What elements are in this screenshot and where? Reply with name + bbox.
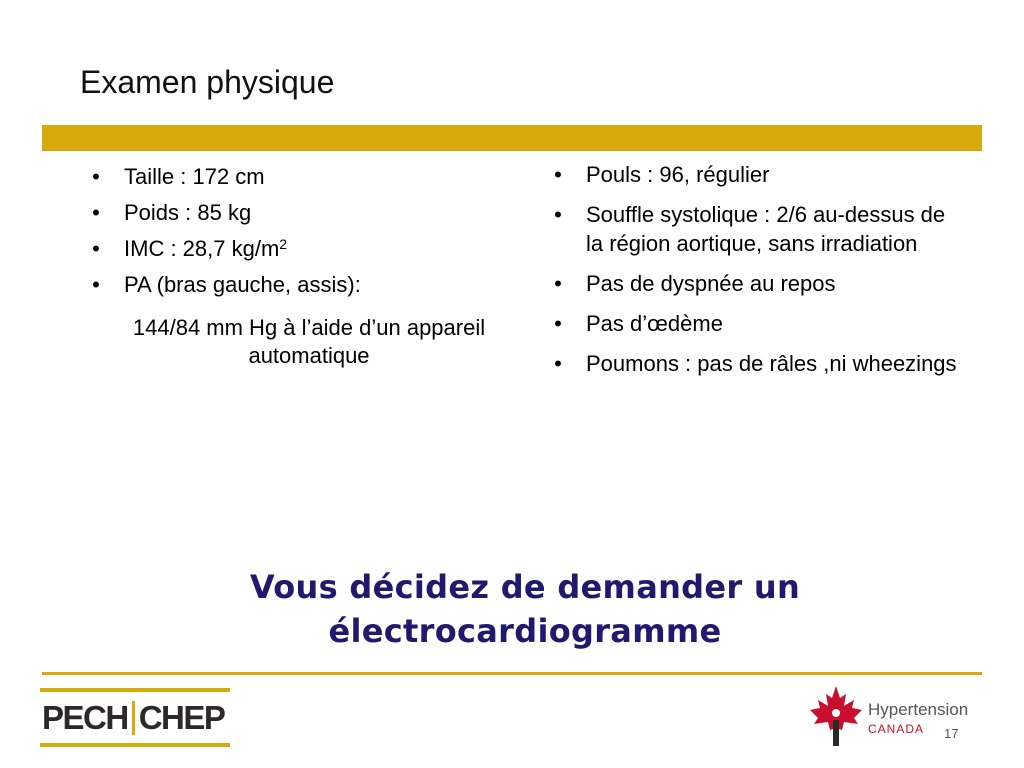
page-number: 17 — [944, 726, 959, 741]
list-item — [548, 309, 968, 338]
title-accent-bar — [42, 125, 982, 151]
bullet-dot-icon: • — [554, 311, 562, 336]
list-item-text: Poumons : pas de râles ,ni wheezings — [586, 351, 957, 376]
list-item — [548, 269, 968, 298]
list-item-text: Pas d’œdème — [586, 311, 723, 336]
list-item-text: IMC : 28,7 kg/m — [124, 236, 280, 261]
maple-leaf-icon — [806, 684, 866, 752]
bullet-dot-icon: • — [92, 200, 100, 225]
logo-stripe-bottom — [40, 743, 230, 747]
bullet-dot-icon: • — [92, 164, 100, 189]
conclusion-text — [100, 565, 950, 653]
logo-separator — [132, 701, 135, 735]
bullet-dot-icon: • — [554, 351, 562, 376]
list-item-text: Taille : 172 cm — [124, 164, 265, 189]
list-item — [548, 160, 968, 189]
conclusion-line-1: Vous décidez de demander un — [249, 568, 801, 606]
logo-word-chep: CHEP — [138, 699, 225, 736]
pech-chep-logo — [40, 688, 230, 748]
list-item — [548, 349, 968, 378]
logo-word-pech: PECH — [42, 699, 128, 736]
superscript: 2 — [279, 236, 288, 252]
bullet-dot-icon: • — [554, 271, 562, 296]
logo-stripe-top — [40, 688, 230, 692]
list-item — [86, 270, 506, 299]
list-item-text: Pas de dyspnée au repos — [586, 271, 836, 296]
bullet-dot-icon: • — [92, 272, 100, 297]
bullet-dot-icon: • — [92, 236, 100, 261]
slide-title: Examen physique — [80, 64, 335, 100]
logo-word-hypertension: Hypertension — [868, 700, 969, 719]
list-item-text: Pouls : 96, régulier — [586, 162, 770, 187]
list-item-text: Poids : 85 kg — [124, 200, 252, 225]
hypertension-canada-logo — [806, 684, 986, 754]
list-item — [86, 234, 506, 263]
list-item — [86, 198, 506, 227]
conclusion-line-2: électrocardiogramme — [328, 612, 722, 650]
bullet-dot-icon: • — [554, 162, 562, 187]
list-item — [548, 200, 968, 258]
list-item — [86, 162, 506, 191]
bullet-dot-icon: • — [554, 202, 562, 227]
list-item-text: PA (bras gauche, assis): — [124, 272, 361, 297]
right-bullet-list — [548, 160, 968, 389]
footer-divider — [42, 672, 982, 675]
logo-word-canada: CANADA — [868, 722, 925, 736]
left-bullet-list — [86, 162, 506, 306]
list-item-text: Souffle systolique : 2/6 au-dessus de la région aortique, sans irradiation — [586, 202, 946, 256]
logo-wordmark — [42, 698, 228, 738]
blood-pressure-value: 144/84 mm Hg à l’aide d’un appareil automatique — [132, 315, 486, 368]
